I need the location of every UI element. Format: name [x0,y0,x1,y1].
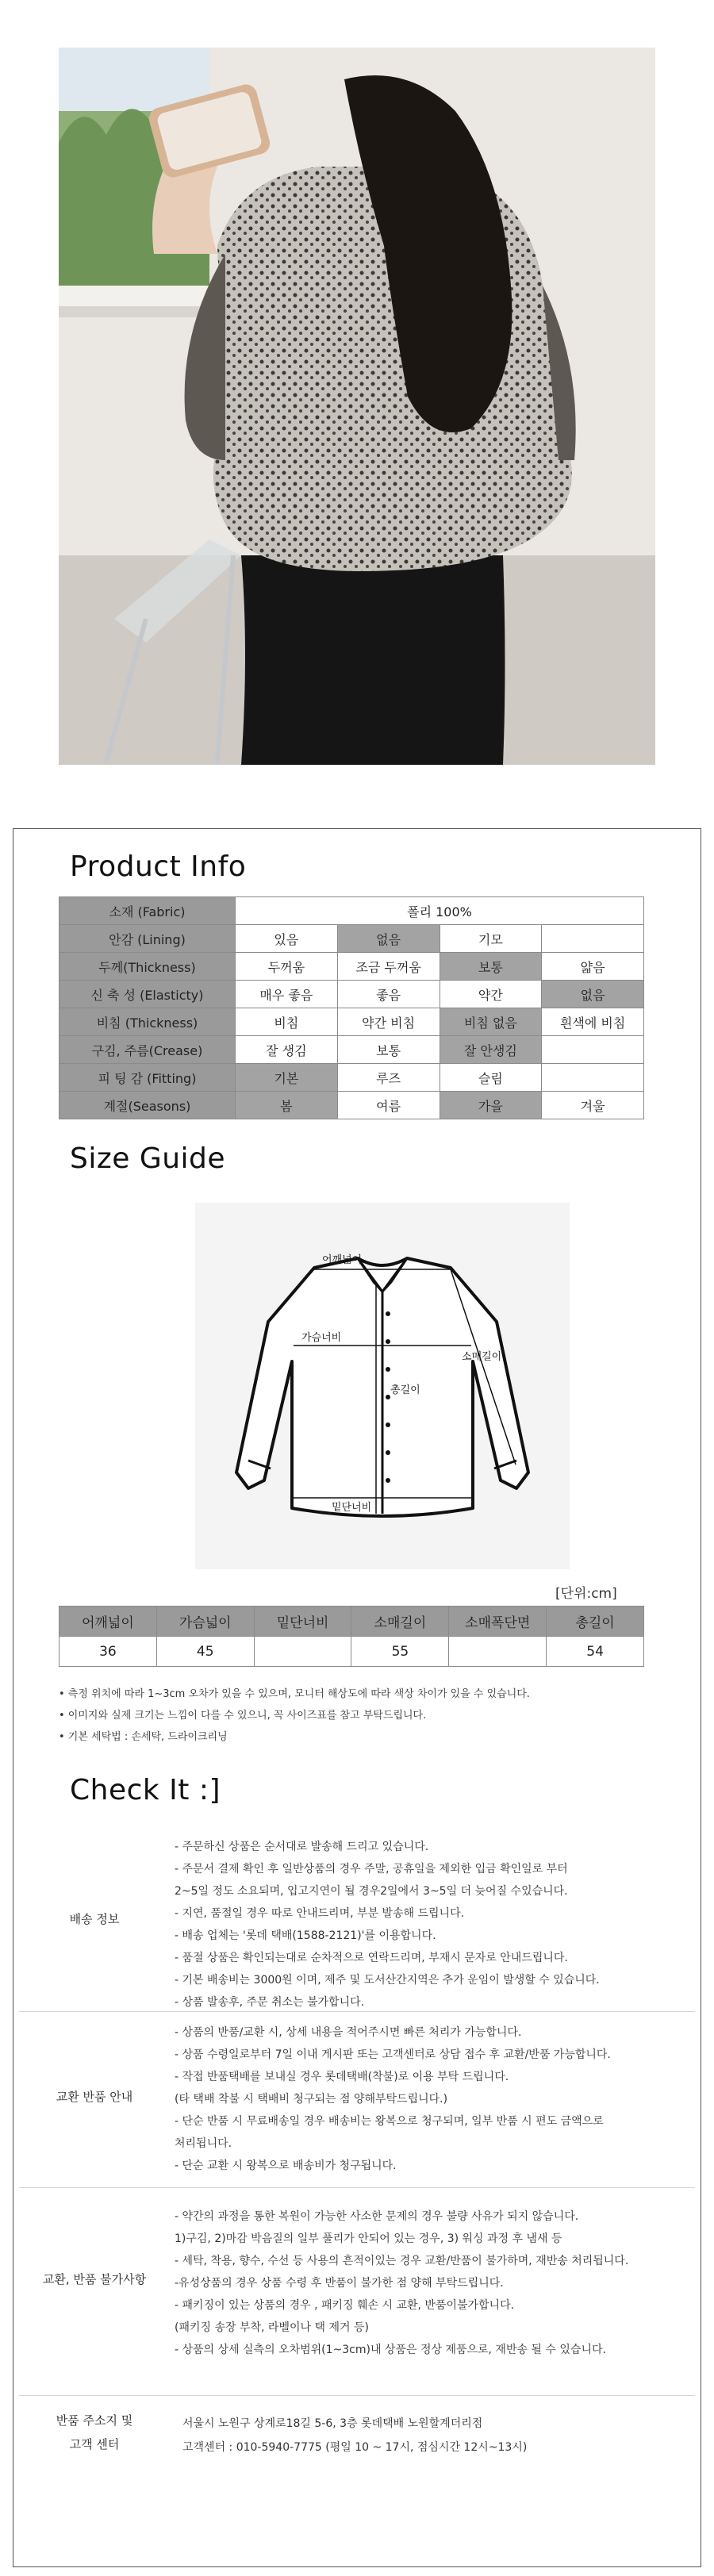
info-cell-selected: 기본 [236,1064,338,1092]
policy-line: - 약간의 과정을 통한 복원이 가능한 사소한 문제의 경우 불량 사유가 되지 않습니다. [175,2210,579,2223]
diagram-label-length: 총길이 [390,1384,420,1396]
info-cell: 있음 [236,925,338,953]
info-row-label: 피 팅 감 (Fitting) [60,1064,236,1092]
policy-line: - 상품의 반품/교환 시, 상세 내용을 적어주시면 빠른 처리가 가능합니다. [175,2026,522,2039]
diagram-label-sleeve: 소매길이 [462,1351,502,1363]
product-photo-illustration [59,48,655,765]
policy-line: 처리됩니다. [175,2137,232,2150]
size-value-cell: 55 [351,1637,449,1667]
info-row-label: 구김, 주름(Crease) [60,1036,236,1064]
policy-line: - 상품 발송후, 주문 취소는 불가합니다. [175,1996,365,2009]
product-photo [59,48,655,765]
policy-line: (패키징 송장 부착, 라벨이나 택 제거 등) [175,2321,369,2334]
exchange-return-text [175,2021,682,2177]
info-cell: 약간 [440,981,542,1008]
info-row [60,1036,644,1064]
check-it-title: Check It :] [70,1774,221,1806]
exchange-return-section [19,2012,695,2188]
product-info-table [59,896,644,1119]
policy-line: -유성상품의 경우 상품 수령 후 반품이 불가한 점 양해 부탁드립니다. [175,2277,504,2290]
info-cell-selected: 없음 [542,981,644,1008]
size-header-cell: 밑단너비 [254,1607,351,1637]
non-returnable-label: 교환, 반품 불가사항 [42,2272,147,2286]
policy-line: (타 택배 착불 시 택배비 청구되는 점 양해부탁드립니다.) [175,2093,448,2106]
shirt-diagram-icon [195,1203,570,1569]
return-address: 서울시 노원구 상계로18길 5-6, 3층 롯데택배 노원할계더리점 [182,2417,483,2430]
info-cell: 폴리 100% [236,897,644,925]
size-value-cell [449,1637,547,1667]
info-cell [542,1036,644,1064]
policy-line: - 단순 교환 시 왕복으로 배송비가 청구됩니다. [175,2159,397,2172]
info-cell-selected: 잘 안생김 [440,1036,542,1064]
size-table [59,1606,644,1667]
info-cell: 얇음 [542,953,644,981]
shipping-info-section [19,1833,695,2012]
info-row-label: 비침 (Thickness) [60,1008,236,1036]
info-cell [542,1064,644,1092]
info-cell-selected: 봄 [236,1092,338,1119]
info-cell-selected: 없음 [337,925,440,953]
policy-line: - 상품 수령일로부터 7일 이내 게시판 또는 고객센터로 상담 접수 후 교환/반품 가능합니다. [175,2048,611,2061]
info-row [60,981,644,1008]
size-header-cell: 가슴넓이 [156,1607,254,1637]
size-header-cell: 소매폭단면 [449,1607,547,1637]
size-value-cell: 45 [156,1637,254,1667]
size-value-cell: 36 [60,1637,157,1667]
info-row-label: 계절(Seasons) [60,1092,236,1119]
return-address-label: 반품 주소지 및 고객 센터 [56,2413,133,2451]
size-note: • 기본 세탁법 : 손세탁, 드라이크리닝 [59,1731,228,1743]
exchange-return-label: 교환 반품 안내 [56,2090,133,2104]
policy-line: - 기본 배송비는 3000원 이며, 제주 및 도서산간지역은 추가 운임이 발생할 수 있습니다. [175,1974,600,1987]
policy-line: - 주문서 결제 확인 후 일반상품의 경우 주말, 공휴일을 제외한 입금 확인일로 부터 [175,1863,568,1875]
policy-line: - 작접 반품택배를 보내실 경우 롯데택배(착불)로 이용 부탁 드립니다. [175,2071,509,2083]
info-cell: 겨울 [542,1092,644,1119]
policy-line: 2~5일 정도 소요되며, 입고지연이 될 경우2일에서 3~5일 더 늦어질 수있습니다. [175,1885,568,1898]
size-guide-diagram [195,1203,570,1569]
size-note: • 측정 위치에 따라 1~3cm 오차가 있을 수 있으며, 모니터 해상도에 따라 색상 차이가 있을 수 있습니다. [59,1688,530,1700]
size-header-cell: 총길이 [547,1607,644,1637]
info-cell: 기모 [440,925,542,953]
info-row [60,925,644,953]
info-row [60,1008,644,1036]
info-cell: 흰색에 비침 [542,1008,644,1036]
info-row-label: 소재 (Fabric) [60,897,236,925]
info-cell: 조금 두꺼움 [337,953,440,981]
size-value-cell [254,1637,351,1667]
info-cell: 슬림 [440,1064,542,1092]
info-cell: 비침 [236,1008,338,1036]
info-row [60,1064,644,1092]
policy-line: - 주문하신 상품은 순서대로 발송해 드리고 있습니다. [175,1841,429,1853]
info-cell-selected: 가을 [440,1092,542,1119]
policy-line: - 배송 업체는 '롯데 택배(1588-2121)'를 이용합니다. [175,1929,436,1942]
diagram-label-hem: 밑단너비 [332,1502,372,1514]
policy-line: - 패키징이 있는 상품의 경우 , 패키징 훼손 시 교환, 반품이불가합니다. [175,2299,515,2312]
info-row [60,953,644,981]
info-row-label: 두께(Thickness) [60,953,236,981]
policy-line: - 지연, 품절일 경우 따로 안내드리며, 부분 발송해 드립니다. [175,1907,465,1920]
return-address-text [182,2412,527,2459]
policy-line: - 품절 상품은 확인되는대로 순차적으로 연락드리며, 부재시 문자로 안내드립니다. [175,1952,568,1964]
policy-line: - 단순 반품 시 무료배송일 경우 배송비는 왕복으로 청구되며, 일부 반품 시 편도 금액으로 [175,2115,604,2128]
size-guide-title: Size Guide [70,1142,226,1175]
policy-line: - 상품의 상세 실측의 오차범위(1~3cm)내 상품은 정상 제품으로, 재반송 될 수 있습니다. [175,2344,606,2356]
size-header-cell: 어깨넓이 [60,1607,157,1637]
info-cell-selected: 비침 없음 [440,1008,542,1036]
shipping-info-text [175,1836,682,2014]
size-header-cell: 소매길이 [351,1607,449,1637]
info-row [60,1092,644,1119]
info-cell: 매우 좋음 [236,981,338,1008]
info-cell: 보통 [337,1036,440,1064]
size-unit: [단위:cm] [555,1586,617,1602]
info-cell: 여름 [337,1092,440,1119]
info-cell [542,925,644,953]
size-notes [59,1683,662,1748]
shipping-info-label: 배송 정보 [69,1912,120,1926]
info-cell-selected: 보통 [440,953,542,981]
size-note: • 이미지와 실제 크기는 느낌이 다를 수 있으니, 꼭 사이즈표를 참고 부탁드립니다. [59,1710,427,1722]
policy-line: 1)구김, 2)마감 박음질의 일부 풀리가 안되어 있는 경우, 3) 워싱 과정 후 냄새 등 [175,2232,562,2245]
non-returnable-text [175,2206,682,2361]
info-row-label: 신 축 성 (Elasticty) [60,981,236,1008]
diagram-label-shoulder: 어깨넓이 [322,1254,363,1266]
info-row-label: 안감 (Lining) [60,925,236,953]
info-row [60,897,644,925]
product-info-title: Product Info [70,850,247,883]
non-returnable-section [19,2188,695,2396]
diagram-label-chest: 가슴너비 [301,1332,342,1344]
info-cell: 좋음 [337,981,440,1008]
info-cell: 두꺼움 [236,953,338,981]
size-value-cell: 54 [547,1637,644,1667]
info-cell: 루즈 [337,1064,440,1092]
customer-center: 고객센터 : 010-5940-7775 (평일 10 ~ 17시, 점심시간 12시~13시) [182,2441,528,2454]
policy-line: - 세탁, 착용, 향수, 수선 등 사용의 흔적이있는 경우 교환/반품이 불가하며, 재반송 처리됩니다. [175,2255,629,2267]
info-cell: 약간 비침 [337,1008,440,1036]
info-cell: 잘 생김 [236,1036,338,1064]
